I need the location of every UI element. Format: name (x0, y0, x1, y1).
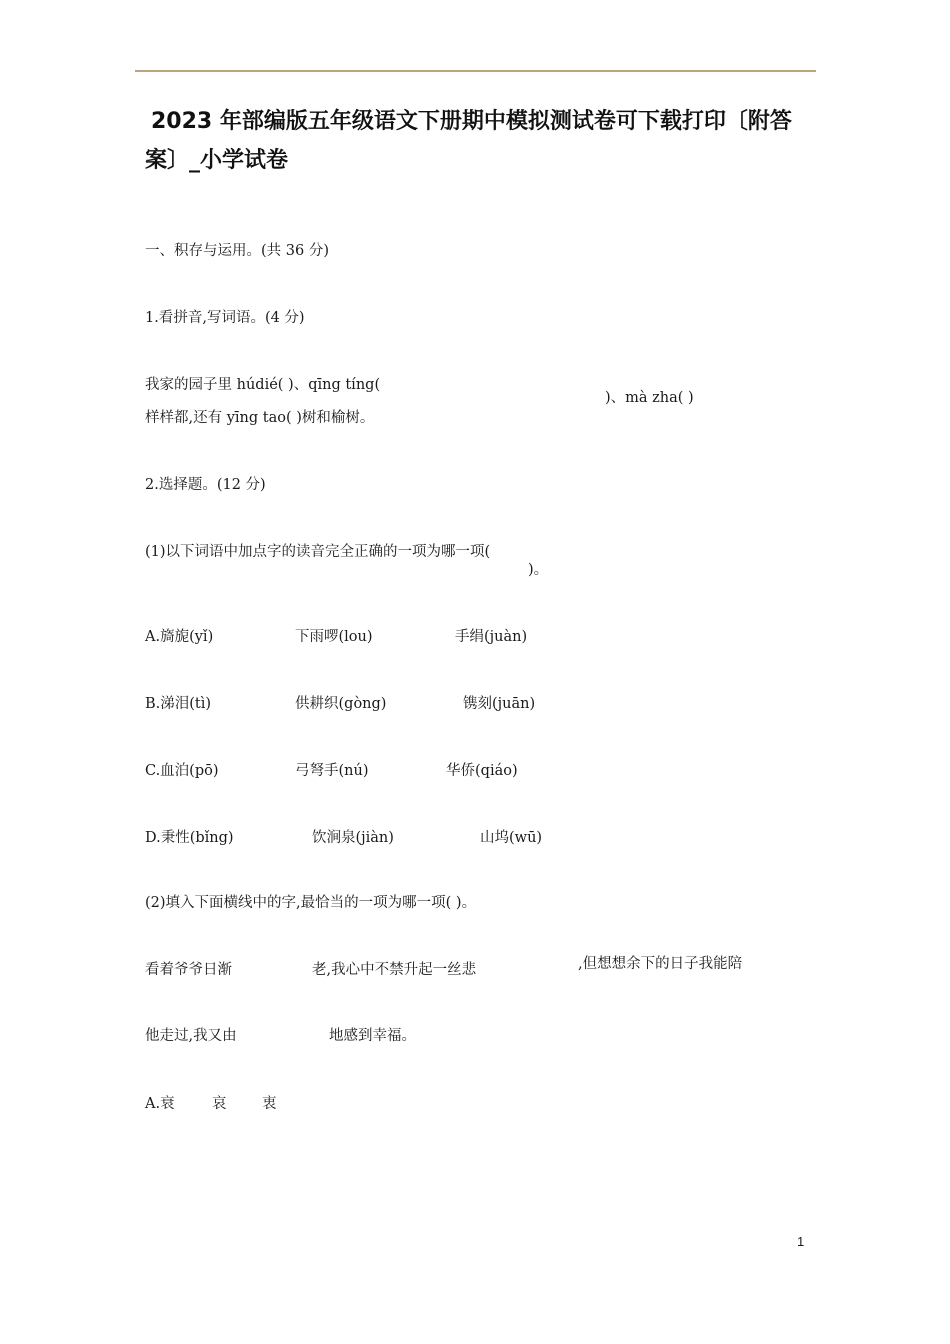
option-d-word2: 饮涧泉(jiàn) (312, 830, 394, 846)
page-number: 1 (797, 1234, 805, 1249)
option-a-word3: 手绢(juàn) (455, 629, 528, 645)
option-2-a-word2: 哀 (212, 1096, 227, 1112)
question-2-1-stem: (1)以下词语中加点字的读音完全正确的一项为哪一项( (145, 544, 491, 560)
question-1-heading: 1.看拼音,写词语。(4 分) (145, 310, 305, 326)
question-2-heading: 2.选择题。(12 分) (145, 477, 266, 493)
option-a-word1: A.旖旎(yǐ) (145, 629, 214, 645)
option-c-word3: 华侨(qiáo) (446, 763, 518, 779)
sentence-line2-part2: 地感到幸福。 (329, 1028, 416, 1044)
option-d-word3: 山坞(wū) (480, 830, 543, 846)
option-b-word2: 供耕织(gòng) (295, 696, 387, 712)
sentence-line2-part1: 他走过,我又由 (145, 1028, 237, 1044)
question-1-line1: 我家的园子里 húdié( )、qīng tíng( (145, 377, 381, 393)
question-2-2-stem: (2)填入下面横线中的字,最恰当的一项为哪一项( )。 (145, 895, 477, 911)
option-2-a-word3: 衷 (262, 1096, 277, 1112)
page-title: 2023 年部编版五年级语文下册期中模拟测试卷可下载打印〔附答案〕_小学试卷 (145, 109, 792, 173)
option-b-word1: B.涕泪(tì) (145, 696, 212, 712)
question-2-1-stem-end: )。 (528, 562, 549, 578)
question-1-line1-end: )、mà zha( ) (605, 390, 694, 406)
question-1-line2: 样样都,还有 yīng tao( )树和榆树。 (145, 410, 375, 426)
section-heading: 一、积存与运用。(共 36 分) (145, 243, 329, 259)
sentence-part3: ,但想想余下的日子我能陪 (578, 956, 743, 972)
option-2-a-word1: A.衰 (145, 1096, 175, 1112)
option-d-word1: D.秉性(bǐng) (145, 830, 234, 846)
option-a-word2: 下雨啰(lou) (295, 629, 373, 645)
sentence-part2: 老,我心中不禁升起一丝悲 (312, 962, 477, 978)
header-rule (135, 70, 816, 72)
option-c-word2: 弓弩手(nú) (295, 763, 369, 779)
sentence-part1: 看着爷爷日渐 (145, 962, 232, 978)
option-c-word1: C.血泊(pō) (145, 763, 219, 779)
option-b-word3: 镌刻(juān) (463, 696, 536, 712)
